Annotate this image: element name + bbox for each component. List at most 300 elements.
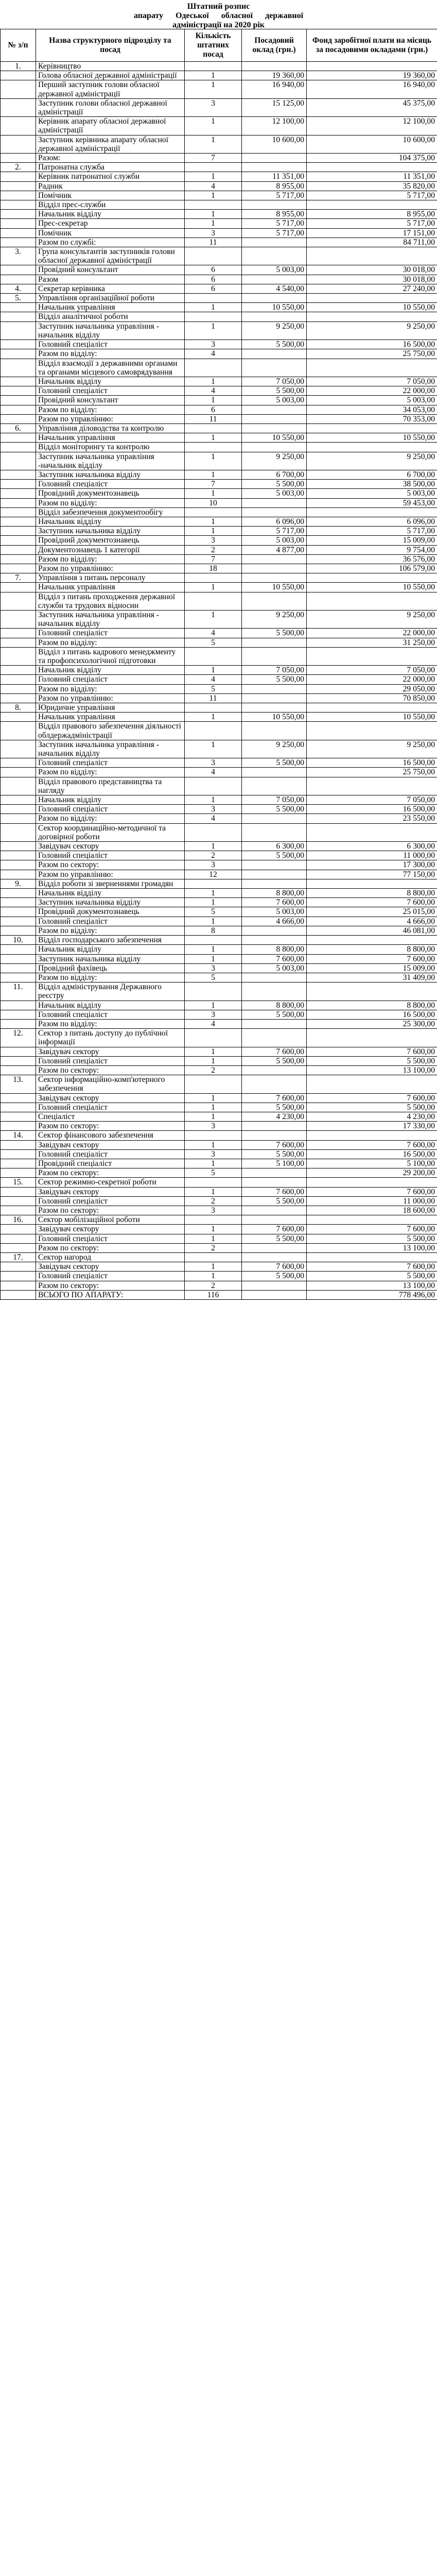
row-fund: 7 600,00 [307,1093,437,1103]
row-fund: 5 717,00 [307,527,437,536]
table-row [1,452,437,470]
table-row [1,638,437,647]
staffing-table [0,29,437,1300]
table-row [1,879,437,888]
row-salary: 5 500,00 [242,1234,307,1243]
row-number [1,740,36,758]
table-row [1,1168,437,1178]
row-number [1,758,36,768]
row-number [1,907,36,917]
row-staff-count: 1 [185,1187,242,1196]
row-fund: 6 096,00 [307,517,437,526]
row-salary: 5 717,00 [242,219,307,228]
row-staff-count: 3 [185,758,242,768]
row-number [1,1122,36,1131]
table-row [1,1187,437,1196]
row-staff-count [185,312,242,321]
row-title: Начальник відділу [36,945,185,954]
row-number: 2. [1,163,36,172]
row-number: 3. [1,247,36,265]
row-title: Головний спеціаліст [36,1272,185,1281]
row-staff-count: 3 [185,340,242,349]
row-title: Провідний документознавець [36,536,185,545]
row-staff-count: 2 [185,545,242,554]
row-title: Заступник начальника управління - начальник відділу [36,610,185,628]
row-fund: 31 250,00 [307,638,437,647]
row-title: Начальник управління [36,303,185,312]
row-number [1,666,36,675]
row-staff-count: 3 [185,1206,242,1215]
row-number [1,945,36,954]
table-row [1,1243,437,1252]
table-row [1,172,437,181]
row-fund [307,423,437,433]
table-row [1,405,437,414]
row-staff-count: 1 [185,377,242,386]
row-staff-count [185,1029,242,1047]
row-staff-count: 1 [185,527,242,536]
row-title: Завідувач сектору [36,1262,185,1272]
row-number [1,842,36,851]
row-salary: 7 600,00 [242,898,307,907]
table-row [1,573,437,583]
row-staff-count [185,777,242,795]
row-number [1,814,36,823]
row-staff-count [185,1075,242,1093]
row-fund [307,777,437,795]
row-salary: 7 600,00 [242,1225,307,1234]
table-row [1,1019,437,1028]
row-fund: 7 050,00 [307,666,437,675]
row-staff-count: 3 [185,860,242,870]
row-staff-count: 6 [185,265,242,275]
row-salary: 10 600,00 [242,135,307,153]
row-fund: 16 940,00 [307,80,437,98]
row-salary: 5 500,00 [242,1196,307,1206]
row-salary [242,275,307,284]
row-fund: 25 750,00 [307,349,437,359]
row-staff-count: 1 [185,1103,242,1112]
table-body [1,62,437,1300]
row-salary [242,703,307,713]
row-fund: 5 500,00 [307,1056,437,1065]
header-staff-count: Кількість штатних посад [185,29,242,62]
row-title: Разом по сектору: [36,1281,185,1290]
row-staff-count [185,879,242,888]
table-row [1,470,437,479]
row-staff-count [185,1253,242,1262]
row-staff-count: 1 [185,135,242,153]
row-salary: 5 717,00 [242,527,307,536]
row-staff-count: 2 [185,1281,242,1290]
row-salary: 8 955,00 [242,181,307,191]
row-staff-count: 3 [185,536,242,545]
table-row [1,284,437,293]
row-staff-count [185,936,242,945]
row-salary: 4 540,00 [242,284,307,293]
row-salary: 8 955,00 [242,210,307,219]
row-fund: 13 100,00 [307,1243,437,1252]
row-fund [307,62,437,71]
row-fund: 22 000,00 [307,386,437,396]
row-staff-count: 1 [185,1056,242,1065]
row-title: Начальник відділу [36,210,185,219]
table-header-row [1,29,437,62]
row-title: Разом [36,275,185,284]
row-salary: 10 550,00 [242,713,307,722]
row-title: Головний спеціаліст [36,1010,185,1019]
row-number [1,870,36,879]
row-number: 14. [1,1131,36,1140]
row-number [1,1010,36,1019]
row-fund: 34 053,00 [307,405,437,414]
row-staff-count: 8 [185,926,242,935]
table-row [1,1262,437,1272]
row-fund: 25 015,00 [307,907,437,917]
table-row [1,1272,437,1281]
row-staff-count: 1 [185,210,242,219]
row-title: Сектор нагород [36,1253,185,1262]
row-salary: 5 500,00 [242,805,307,814]
row-number [1,963,36,973]
row-fund: 9 250,00 [307,610,437,628]
row-title: Спеціаліст [36,1112,185,1121]
row-fund: 5 500,00 [307,1272,437,1281]
row-number [1,860,36,870]
table-row [1,98,437,116]
row-salary [242,879,307,888]
row-title: Провідний документознавець [36,907,185,917]
row-title: Головний спеціаліст [36,1103,185,1112]
row-fund: 5 500,00 [307,1234,437,1243]
table-row [1,982,437,1001]
table-row [1,1149,437,1159]
table-row [1,228,437,238]
row-fund: 7 600,00 [307,954,437,963]
row-staff-count: 4 [185,675,242,684]
row-salary: 5 500,00 [242,1272,307,1281]
row-number: 9. [1,879,36,888]
row-number: 17. [1,1253,36,1262]
table-row [1,1093,437,1103]
row-salary: 7 050,00 [242,666,307,675]
row-staff-count [185,359,242,377]
row-title: Головний спеціаліст [36,675,185,684]
row-fund: 10 550,00 [307,583,437,592]
row-staff-count [185,982,242,1001]
row-number [1,443,36,452]
table-row [1,1206,437,1215]
table-row [1,1281,437,1290]
table-row [1,154,437,163]
table-row [1,312,437,321]
row-staff-count: 4 [185,814,242,823]
row-staff-count: 1 [185,80,242,98]
table-row [1,777,437,795]
row-salary: 5 500,00 [242,758,307,768]
row-title: Відділ правового забезпечення діяльності облдержадміністрації [36,722,185,740]
row-fund: 16 500,00 [307,805,437,814]
row-staff-count: 2 [185,1196,242,1206]
table-row [1,181,437,191]
row-title: Начальник відділу [36,1001,185,1010]
row-staff-count: 1 [185,945,242,954]
table-row [1,1253,437,1262]
row-title: Провідний консультант [36,396,185,405]
row-title: Відділ з питань проходження державної служби та трудових відносин [36,592,185,610]
row-fund: 7 600,00 [307,1262,437,1272]
row-fund: 16 500,00 [307,758,437,768]
row-salary: 5 500,00 [242,386,307,396]
table-row [1,1234,437,1243]
table-row [1,1178,437,1187]
row-staff-count [185,423,242,433]
row-number [1,1019,36,1028]
row-fund [307,1075,437,1093]
row-salary [242,1122,307,1131]
row-fund: 11 000,00 [307,1196,437,1206]
table-row [1,592,437,610]
header-salary: Посадовий оклад (грн.) [242,29,307,62]
table-row [1,805,437,814]
row-title: Сектор мобілізаційної роботи [36,1215,185,1225]
table-row [1,489,437,498]
row-number [1,647,36,665]
row-salary: 6 700,00 [242,470,307,479]
row-staff-count: 3 [185,1122,242,1131]
row-fund: 8 800,00 [307,1001,437,1010]
row-salary: 15 125,00 [242,98,307,116]
row-salary: 5 500,00 [242,480,307,489]
row-number [1,210,36,219]
row-salary: 10 550,00 [242,433,307,443]
row-salary [242,1029,307,1047]
row-staff-count: 1 [185,1112,242,1121]
row-title: Разом по сектору: [36,1206,185,1215]
row-fund: 4 666,00 [307,917,437,926]
table-row [1,1215,437,1225]
row-salary [242,443,307,452]
table-row [1,238,437,247]
row-salary [242,1178,307,1187]
row-fund: 9 250,00 [307,452,437,470]
row-salary [242,200,307,210]
row-fund: 18 600,00 [307,1206,437,1215]
row-staff-count [185,573,242,583]
row-number [1,1290,36,1299]
row-staff-count: 1 [185,740,242,758]
row-staff-count: 1 [185,889,242,898]
row-number [1,1187,36,1196]
row-number [1,638,36,647]
row-salary: 5 500,00 [242,629,307,638]
row-salary [242,1065,307,1075]
row-title: ВСЬОГО ПО АПАРАТУ: [36,1290,185,1299]
row-title: Патронатна служба [36,163,185,172]
table-row [1,889,437,898]
row-staff-count: 6 [185,275,242,284]
row-salary: 7 050,00 [242,377,307,386]
row-fund: 30 018,00 [307,265,437,275]
row-staff-count [185,294,242,303]
row-fund [307,443,437,452]
table-row [1,675,437,684]
row-fund: 104 375,00 [307,154,437,163]
row-number: 15. [1,1178,36,1187]
row-salary: 5 500,00 [242,1103,307,1112]
row-fund [307,879,437,888]
row-title: Заступник начальника відділу [36,954,185,963]
title-line-3: адміністрації на 2020 рік [172,21,265,29]
row-staff-count: 4 [185,386,242,396]
row-fund [307,1215,437,1225]
row-fund [307,722,437,740]
row-fund: 15 009,00 [307,536,437,545]
table-row [1,377,437,386]
row-fund: 12 100,00 [307,117,437,135]
row-salary: 4 230,00 [242,1112,307,1121]
row-number [1,1149,36,1159]
row-title: Заступник начальника управління - начальник відділу [36,740,185,758]
row-title: Відділ моніторингу та контролю [36,443,185,452]
row-salary [242,1131,307,1140]
row-number [1,219,36,228]
row-salary: 16 940,00 [242,80,307,98]
row-number: 1. [1,62,36,71]
row-number [1,1272,36,1281]
row-number [1,507,36,517]
row-salary: 5 003,00 [242,536,307,545]
title-line-2: апарату Одеської обласної державної [133,11,304,20]
row-title: Разом по відділу: [36,405,185,414]
row-staff-count [185,247,242,265]
row-title: Управління діловодства та контролю [36,423,185,433]
row-fund [307,1178,437,1187]
row-salary: 5 717,00 [242,191,307,200]
row-title: Разом по відділу: [36,973,185,982]
row-number: 8. [1,703,36,713]
row-salary [242,592,307,610]
table-row [1,498,437,507]
row-staff-count: 1 [185,1272,242,1281]
row-number [1,926,36,935]
row-staff-count: 1 [185,117,242,135]
row-fund: 5 717,00 [307,219,437,228]
row-number [1,1262,36,1272]
row-staff-count: 1 [185,433,242,443]
table-row [1,265,437,275]
row-title: Головний спеціаліст [36,1056,185,1065]
table-row [1,275,437,284]
row-staff-count: 2 [185,1065,242,1075]
row-fund: 31 409,00 [307,973,437,982]
row-title: Головний спеціаліст [36,386,185,396]
row-number [1,238,36,247]
row-number [1,1047,36,1056]
row-number [1,954,36,963]
row-salary: 7 600,00 [242,954,307,963]
row-staff-count: 11 [185,693,242,703]
row-number [1,1234,36,1243]
row-number [1,405,36,414]
row-staff-count: 116 [185,1290,242,1299]
header-number: № з/п [1,29,36,62]
row-title: Разом по сектору: [36,1168,185,1178]
table-row [1,303,437,312]
row-staff-count [185,647,242,665]
row-number [1,135,36,153]
row-fund: 45 375,00 [307,98,437,116]
row-title: Начальник відділу [36,889,185,898]
table-row [1,414,437,423]
row-number [1,684,36,693]
row-salary [242,359,307,377]
table-row [1,1140,437,1149]
row-staff-count: 1 [185,303,242,312]
table-row [1,936,437,945]
row-fund [307,823,437,841]
row-fund: 29 200,00 [307,1168,437,1178]
row-salary: 7 600,00 [242,1093,307,1103]
table-row [1,1103,437,1112]
row-staff-count: 1 [185,517,242,526]
row-number [1,629,36,638]
row-number [1,1056,36,1065]
row-fund [307,1029,437,1047]
document-title [0,2,437,30]
row-number [1,675,36,684]
table-row [1,1075,437,1093]
table-row [1,722,437,740]
row-number [1,80,36,98]
row-staff-count: 3 [185,98,242,116]
row-number [1,321,36,340]
header-monthly-fund: Фонд заробітної плати на місяць за посадовими окладами (грн.) [307,29,437,62]
row-fund: 7 600,00 [307,898,437,907]
row-staff-count: 1 [185,1093,242,1103]
table-row [1,684,437,693]
row-staff-count: 3 [185,1010,242,1019]
row-fund [307,507,437,517]
row-fund [307,703,437,713]
row-fund: 106 579,00 [307,564,437,573]
row-salary [242,973,307,982]
row-staff-count: 7 [185,554,242,564]
row-number [1,777,36,795]
row-title: Разом по відділу: [36,554,185,564]
table-row [1,610,437,628]
row-number [1,823,36,841]
row-fund: 22 000,00 [307,629,437,638]
row-salary [242,638,307,647]
row-salary [242,1215,307,1225]
row-title: Головний спеціаліст [36,480,185,489]
row-title: Разом по відділу: [36,926,185,935]
row-title: Радник [36,181,185,191]
table-row [1,1225,437,1234]
row-number [1,154,36,163]
row-salary: 7 050,00 [242,795,307,805]
row-number [1,452,36,470]
row-staff-count [185,507,242,517]
row-staff-count: 11 [185,414,242,423]
row-salary [242,936,307,945]
header-position: Назва структурного підрозділу та посад [36,29,185,62]
row-staff-count: 1 [185,842,242,851]
row-fund: 10 600,00 [307,135,437,153]
row-fund [307,573,437,583]
table-row [1,564,437,573]
